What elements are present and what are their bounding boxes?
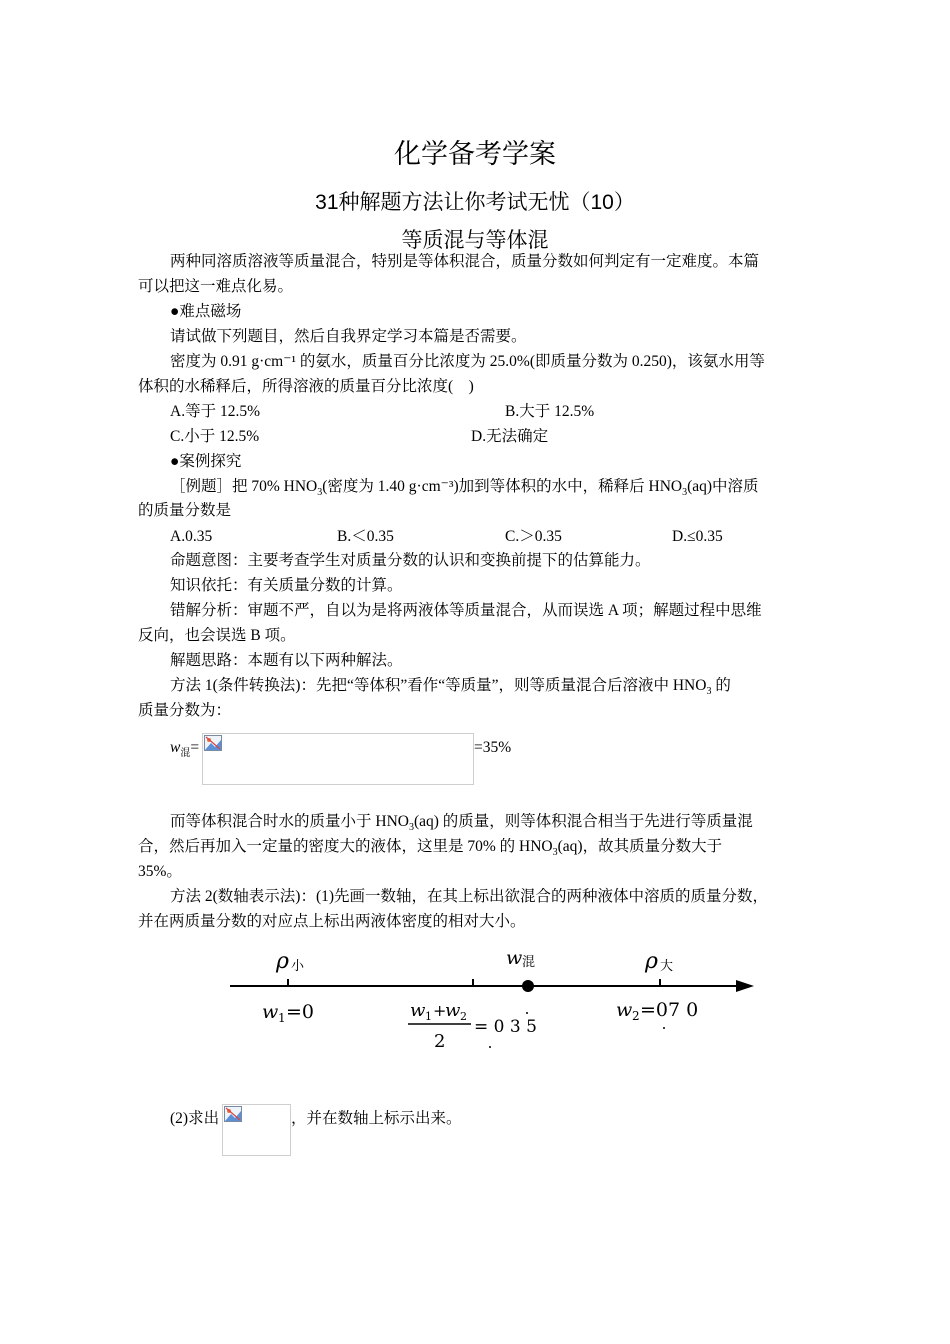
page-subtitle: 31种解题方法让你考试无忧（10） [315, 191, 635, 214]
axis-arrow [736, 980, 754, 992]
intro-line-2: 可以把这一难点化易。 [138, 278, 294, 295]
w1-value: =0 [286, 1001, 315, 1023]
example-line-1: ［例题］把 70% $HNO_3$(密度为 1.40 g·cm⁻³)加到等体积的水中，稀释后 $HNO_3(aq)$中溶质 [170, 478, 759, 499]
w2-label: w [616, 999, 633, 1021]
example-option-d: D.≤0.35 [672, 528, 723, 545]
page-title: 化学备考学案 [394, 139, 556, 169]
explain-line-3: 35%。 [138, 863, 182, 880]
topic-title: 等质混与等体混 [401, 229, 549, 252]
frac-num-a: w [410, 1000, 426, 1021]
intent-line: 命题意图：主要考查学生对质量分数的认识和变换前提下的估算能力。 [170, 552, 651, 569]
method2-line-2: 并在两质量分数的对应点上标出两液体密度的相对大小。 [138, 913, 526, 930]
option-b: B.大于 12.5% [505, 403, 595, 420]
w2-value: =07 0 [640, 999, 699, 1021]
w2-sub: 2 [632, 1009, 640, 1023]
frac-num-a-sub: 1 [425, 1010, 432, 1023]
w-mix-label: $w_混=$ [170, 739, 200, 760]
error-line-2: 反向，也会误选 B 项。 [138, 627, 296, 644]
option-d: D.无法确定 [471, 428, 549, 445]
question-line-2: 体积的水稀释后，所得溶液的质量百分比浓度( ) [138, 378, 474, 395]
number-axis-diagram [220, 940, 770, 1060]
idea-line: 解题思路：本题有以下两种解法。 [170, 652, 403, 669]
method2-step2-suffix: ，并在数轴上标示出来。 [291, 1110, 462, 1127]
frac-num-b: w [445, 1000, 461, 1021]
method1-line-2: 质量分数为： [138, 702, 232, 719]
section-heading-difficulty: ●难点磁场 [170, 303, 242, 320]
frac-plus: + [433, 1001, 447, 1020]
intro-line-1: 两种同溶质溶液等质量混合，特别是等体积混合，质量分数如何判定有一定难度。本篇 [170, 253, 760, 270]
rho-small-sub: 小 [291, 959, 305, 974]
w1-sub: 1 [278, 1011, 286, 1025]
option-c: C.小于 12.5% [170, 428, 260, 445]
method1-line-1: 方法 1(条件转换法)：先把“等体积”看作“等质量”，则等质量混合后溶液中 $HNO_3$ 的 [170, 677, 731, 698]
question-line-1: 密度为 0.91 g·cm⁻¹ 的氨水，质量百分比浓度为 25.0%(即质量分数为 0.250)，该氨水用等 [170, 353, 765, 370]
broken-image-icon [204, 735, 222, 751]
mix-point [522, 980, 534, 992]
option-a: A.等于 12.5% [170, 403, 260, 420]
example-option-a: A.0.35 [170, 528, 213, 545]
example-option-b: B.＜0.35 [337, 528, 394, 545]
basis-line: 知识依托：有关质量分数的计算。 [170, 577, 403, 594]
broken-image-icon [224, 1106, 242, 1122]
decimal-dot-top [526, 1012, 528, 1014]
w-mix-axis-label: w [506, 947, 523, 969]
section1-prompt: 请试做下列题目，然后自我界定学习本篇是否需要。 [170, 328, 527, 345]
w-mix-axis-sub: 混 [522, 955, 536, 970]
method2-line-1: 方法 2(数轴表示法)：(1)先画一数轴，在其上标出欲混合的两种液体中溶质的质量分数， [170, 888, 769, 905]
frac-denominator: 2 [434, 1031, 446, 1052]
formula-image-placeholder [202, 733, 474, 785]
method1-result: =35% [474, 739, 512, 756]
error-line-1: 错解分析：审题不严，自以为是将两液体等质量混合，从而误选 A 项；解题过程中思维 [170, 602, 762, 619]
rho-big-sub: 大 [660, 959, 674, 974]
section-heading-case: ●案例探究 [170, 453, 242, 470]
method2-step2-prefix: (2)求出 [170, 1110, 220, 1127]
decimal-dot-bottom [489, 1046, 491, 1048]
rho-small-label: ρ [276, 949, 289, 974]
explain-line-1: 而等体积混合时水的质量小于 $HNO_3(aq)$ 的质量，则等体积混合相当于先进行等质量混 [170, 813, 753, 834]
mid-value: = 0 3 5 [474, 1017, 537, 1037]
rho-big-label: ρ [645, 949, 658, 974]
example-option-c: C.＞0.35 [505, 528, 562, 545]
example-line-2: 的质量分数是 [138, 502, 232, 519]
frac-num-b-sub: 2 [460, 1010, 467, 1023]
explain-line-2: 合，然后再加入一定量的密度大的液体，这里是 70% 的 $HNO_3(aq)$，故其质量分数大于 [138, 838, 723, 859]
w1-label: w [262, 1001, 279, 1023]
decimal-dot-w2 [663, 1027, 665, 1029]
inline-image-placeholder [222, 1104, 291, 1156]
